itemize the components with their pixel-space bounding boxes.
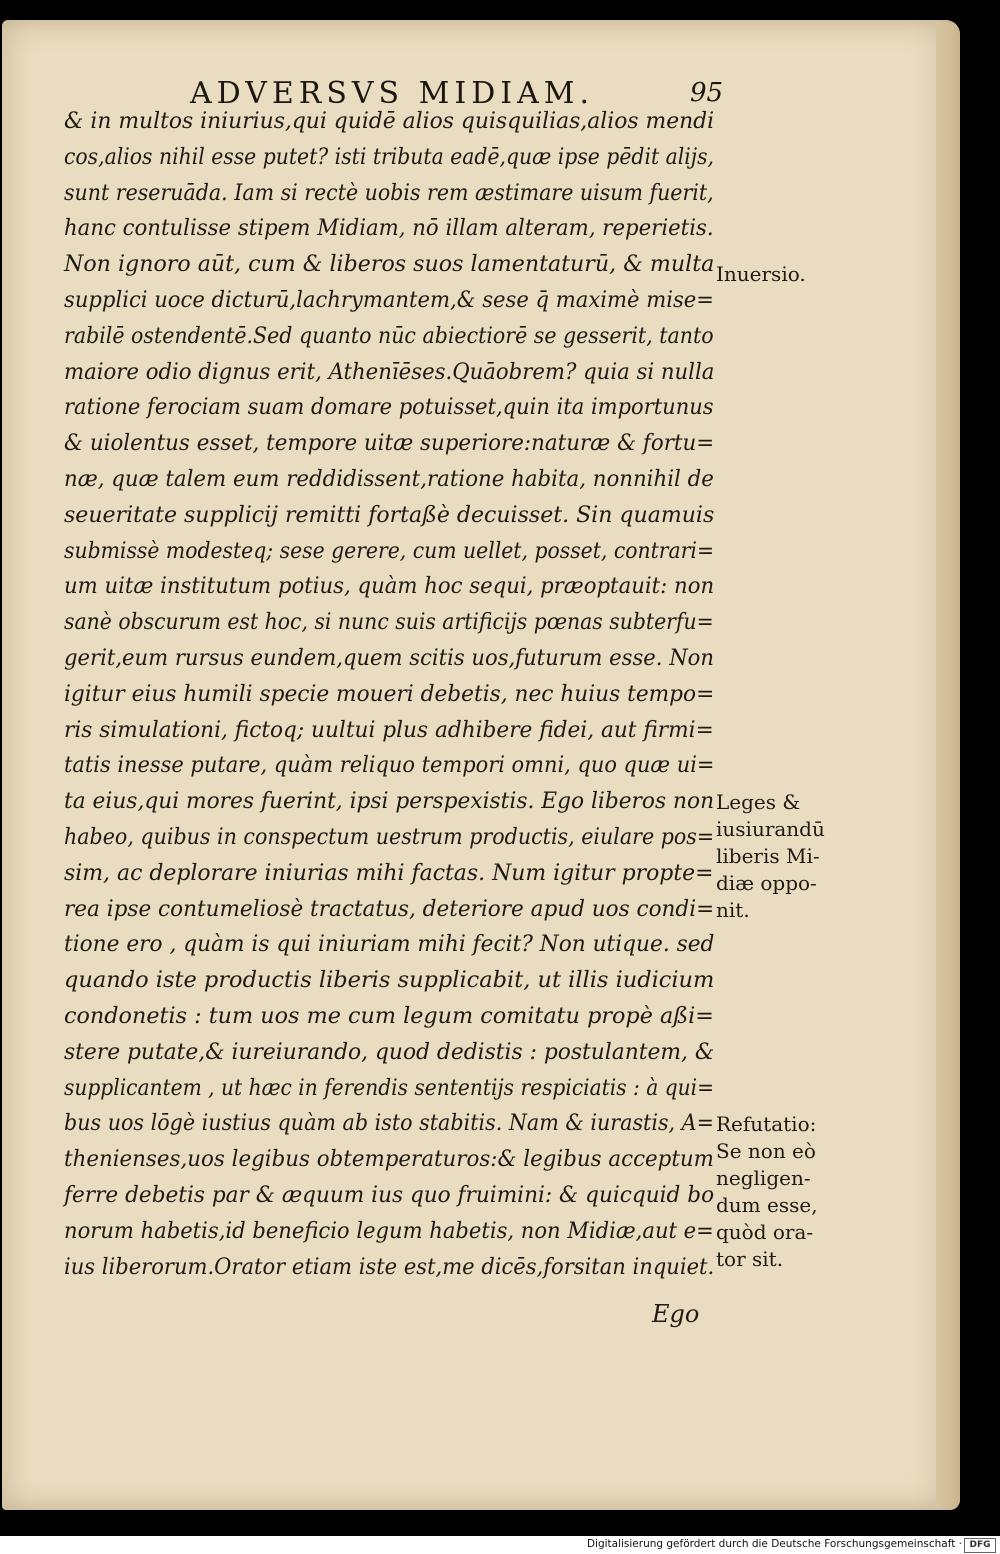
text-line: norum habetis,id beneficio legum habetis, non Midiæ,aut e= bbox=[64, 1217, 714, 1244]
marginal-note-line: negligen- bbox=[716, 1166, 811, 1190]
running-head: ADVERSVS MIDIAM. bbox=[190, 76, 595, 111]
text-line: cos,alios nihil esse putet? isti tributa eadē,quæ ipse pēdit alijs, bbox=[64, 143, 715, 170]
marginal-note-line: Refutatio: bbox=[716, 1112, 817, 1136]
marginal-note-line: dum esse, bbox=[716, 1193, 818, 1217]
text-line: sanè obscurum est hoc, si nunc suis artificijs pœnas subterfu= bbox=[64, 609, 714, 636]
text-line: sunt reseruāda. Iam si rectè uobis rem æstimare uisum fuerit, bbox=[64, 179, 714, 206]
marginal-note-line: quòd ora- bbox=[716, 1220, 814, 1244]
text-line: ris simulationi, fictoq; uultui plus adhibere fidei, aut firmi= bbox=[64, 716, 714, 743]
marginal-note-line: Leges & bbox=[716, 790, 801, 814]
text-line: & in multos iniurius,qui quidē alios quisquilias,alios mendi bbox=[64, 108, 715, 134]
text-line: submissè modesteq; sese gerere, cum uellet, posset, contrari= bbox=[64, 537, 715, 564]
text-line: stere putate,& iureiurando, quod dedistis : postulantem, & bbox=[64, 1038, 715, 1065]
text-line: tione ero , quàm is qui iniuriam mihi fecit? Non utique. sed bbox=[64, 931, 715, 958]
text-line: supplici uoce dicturū,lachrymantem,& sese q̄ maximè mise= bbox=[64, 287, 714, 313]
text-line: bus uos lōgè iustius quàm ab isto stabitis. Nam & iurastis, A= bbox=[64, 1110, 714, 1137]
text-line: hanc contulisse stipem Midiam, nō illam alteram, reperietis. bbox=[64, 215, 714, 242]
text-line: rabilē ostendentē.Sed quanto nūc abiectiorē se gesserit, tanto bbox=[64, 322, 714, 349]
text-line: quando iste productis liberis supplicabit, ut illis iudicium bbox=[64, 967, 715, 994]
marginal-note-line: diæ oppo- bbox=[716, 871, 817, 895]
text-line: igitur eius humili specie moueri debetis, nec huius tempo= bbox=[64, 680, 715, 707]
text-line: maiore odio dignus erit, Athenīēses.Quāobrem? quia si nulla bbox=[64, 358, 715, 385]
text-line: ratione ferociam suam domare potuisset,quin ita importunus bbox=[64, 394, 714, 421]
text-line: supplicantem , ut hæc in ferendis sententijs respiciatis : à qui= bbox=[64, 1074, 715, 1101]
marginal-note-line: tor sit. bbox=[716, 1247, 784, 1271]
marginal-note-line: iusiurandū bbox=[716, 817, 825, 841]
marginal-note-line: nit. bbox=[716, 898, 750, 922]
marginal-note-line: liberis Mi- bbox=[716, 844, 820, 868]
text-line: & uiolentus esset, tempore uitæ superiore:naturæ & fortu= bbox=[64, 430, 715, 457]
dfg-logo: DFG bbox=[964, 1538, 996, 1553]
text-line: tatis inesse putare, quàm reliquo tempori omni, quo quæ ui= bbox=[64, 752, 715, 779]
text-line: condonetis : tum uos me cum legum comitatu propè aßi= bbox=[64, 1003, 714, 1029]
text-line: habeo, quibus in conspectum uestrum productis, eiulare pos= bbox=[64, 824, 715, 850]
footer-bar bbox=[0, 1536, 1000, 1554]
text-line: Non ignoro aūt, cum & liberos suos lamentaturū, & multa bbox=[64, 251, 715, 278]
marginal-note-line: Inuersio. bbox=[716, 262, 806, 286]
text-line: rea ipse contumeliosè tractatus, deteriore apud uos condi= bbox=[64, 895, 715, 922]
marginal-note-line: Se non eò bbox=[716, 1139, 816, 1163]
text-line: um uitæ institutum potius, quàm hoc sequi, præoptauit: non bbox=[64, 573, 715, 600]
catchword: Ego bbox=[652, 1300, 700, 1328]
text-line: thenienses,uos legibus obtemperaturos:& legibus acceptum bbox=[64, 1146, 714, 1173]
text-line: ferre debetis par & æquum ius quo fruimini: & quicquid bo bbox=[64, 1182, 715, 1208]
text-line: ta eius,qui mores fuerint, ipsi perspexistis. Ego liberos non bbox=[64, 788, 715, 815]
text-line: seueritate supplicij remitti fortaßè decuisset. Sin quamuis bbox=[64, 501, 715, 528]
text-line: sim, ac deplorare iniurias mihi factas. Num igitur propte= bbox=[64, 859, 714, 886]
text-line: ius liberorum.Orator etiam iste est,me dicēs,forsitan inquiet. bbox=[64, 1253, 715, 1280]
footer-credit: Digitalisierung gefördert durch die Deutsche Forschungsgemeinschaft · bbox=[586, 1538, 962, 1550]
text-line: næ, quæ talem eum reddidissent,ratione habita, nonnihil de bbox=[64, 466, 714, 492]
folio-number: 95 bbox=[690, 78, 724, 108]
page-edge bbox=[936, 22, 960, 1508]
text-line: gerit,eum rursus eundem,quem scitis uos,futurum esse. Non bbox=[64, 645, 714, 671]
